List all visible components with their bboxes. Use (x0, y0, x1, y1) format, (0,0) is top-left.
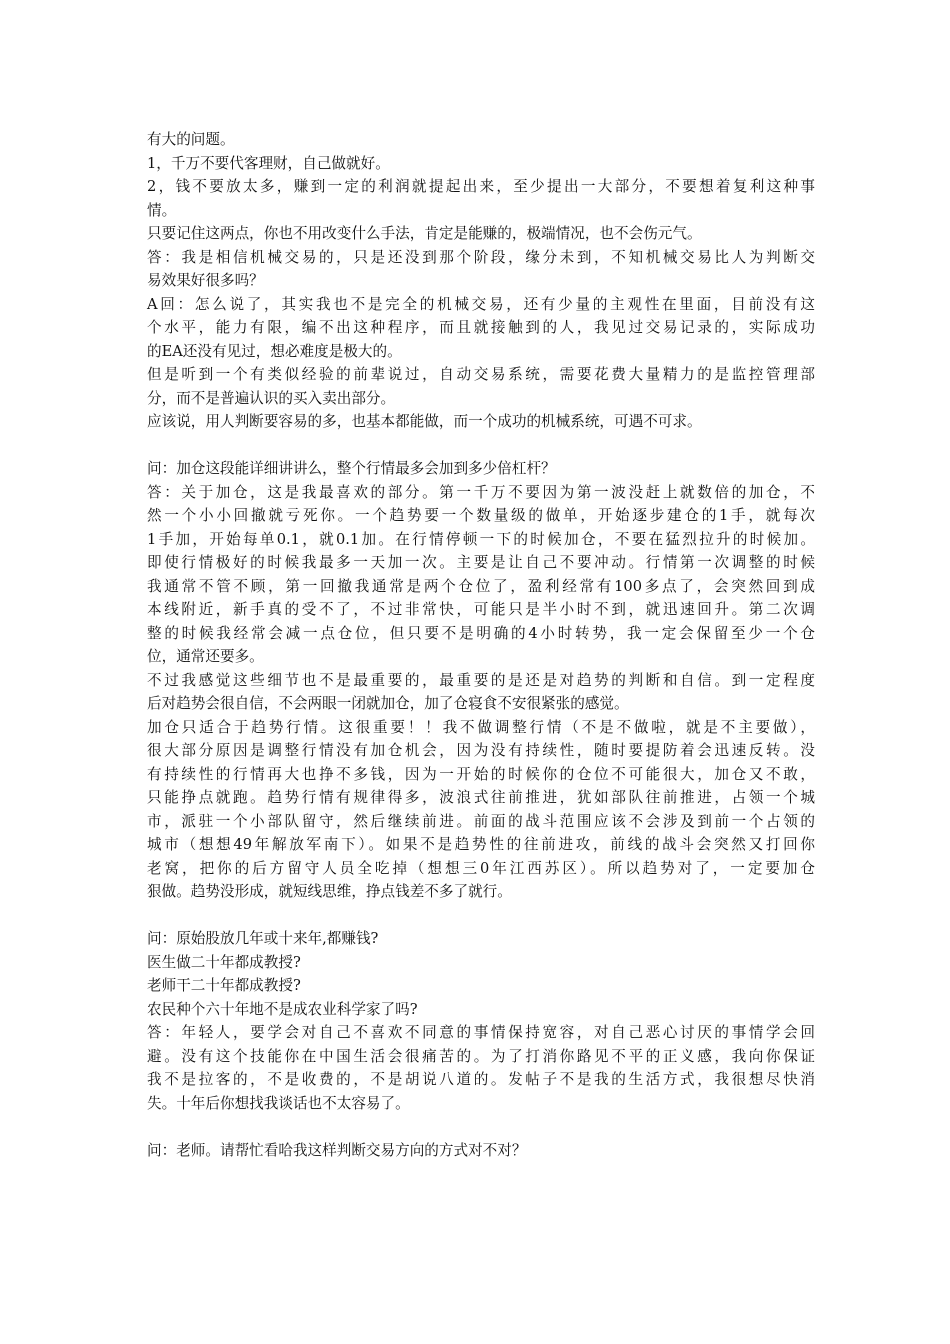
text-line: A回：怎么说了，其实我也不是完全的机械交易，还有少量的主观性在里面，目前没有这 (147, 295, 815, 313)
text-line: 情。 (147, 201, 177, 219)
text-line: 医生做二十年都成教授? (147, 953, 301, 971)
text-line: 1，千万不要代客理财，自己做就好。 (147, 154, 390, 172)
text-line: 问：加仓这段能详细讲讲么，整个行情最多会加到多少倍杠杆？ (147, 460, 556, 477)
paragraph-gap (147, 434, 815, 458)
text-line: 老师干二十年都成教授? (147, 977, 301, 994)
text-line: 应该说，用人判断要容易的多，也基本都能做，而一个成功的机械系统，可遇不可求。 (147, 413, 702, 430)
text-line: 我不是拉客的，不是收费的，不是胡说八道的。发帖子不是我的生活方式，我很想尽快消 (147, 1071, 815, 1088)
text-line: 然一个小小回撤就亏死你。一个趋势要一个数量级的做单，开始逐步建仓的1手，就每次 (147, 507, 815, 524)
paragraph-gap (147, 1115, 815, 1139)
text-line: 答：关于加仓，这是我最喜欢的部分。第一千万不要因为第一波没赶上就数倍的加仓，不 (147, 483, 815, 501)
text-line: 即使行情极好的时候我最多一天加一次。主要是让自己不要冲动。行情第一次调整的时候 (147, 554, 815, 571)
text-line: 我通常不管不顾，第一回撤我通常是两个仓位了，盈利经常有100多点了，会突然回到成 (147, 577, 815, 595)
text-line: 狠做。趋势没形成，就短线思维，挣点钱差不多了就行。 (147, 883, 512, 900)
text-line: 分，而不是普遍认识的买入卖出部分。 (147, 389, 396, 407)
section-2 (147, 457, 815, 904)
text-line: 问：老师。请帮忙看哈我这样判断交易方向的方式对不对？ (147, 1141, 527, 1159)
text-line: 很大部分原因是调整行情没有加仓机会，因为没有持续性，随时要提防着会迅速反转。没 (147, 742, 815, 759)
text-line: 加仓只适合于趋势行情。这很重要！！我不做调整行情（不是不做啦，就是不主要做）， (147, 718, 815, 736)
text-line: 只要记住这两点，你也不用改变什么手法，肯定是能赚的，极端情况，也不会伤元气。 (147, 225, 702, 242)
text-line: 只能挣点就跑。趋势行情有规律得多，波浪式往前推进，犹如部队往前推进，占领一个城 (147, 789, 815, 806)
text-line: 的EA还没有见过，想必难度是极大的。 (147, 342, 402, 360)
text-line: 1手加，开始每单0.1，就0.1加。在行情停顿一下的时候加仓，不要在猛烈拉升的时候加。 (147, 530, 815, 548)
text-line: 有持续性的行情再大也挣不多钱，因为一开始的时候你的仓位不可能很大，加仓又不敢， (147, 765, 815, 783)
section-1 (147, 128, 815, 434)
text-line: 老窝，把你的后方留守人员全吃掉（想想三0年江西苏区）。所以趋势对了，一定要加仓 (147, 859, 815, 877)
text-line: 本线附近，新手真的受不了，不过非常快，可能只是半小时不到，就迅速回升。第二次调 (147, 601, 815, 618)
text-line: 有大的问题。 (147, 131, 235, 148)
text-line: 位，通常还要多。 (147, 648, 264, 665)
text-line: 问：原始股放几年或十来年,都赚钱? (147, 930, 379, 947)
text-line: 市，派驻一个小部队留守，然后继续前进。前面的战斗范围应该不会涉及到前一个占领的 (147, 812, 815, 830)
text-line: 易效果好很多吗？ (147, 272, 264, 289)
text-line: 后对趋势会很自信，不会两眼一闭就加仓，加了仓寝食不安很紧张的感觉。 (147, 695, 629, 712)
text-line: 2，钱不要放太多，赚到一定的利润就提起出来，至少提出一大部分，不要想着复利这种事 (147, 178, 815, 195)
text-line: 失。十年后你想找我谈话也不太容易了。 (147, 1094, 410, 1112)
document-page (147, 128, 815, 1162)
text-line: 避。没有这个技能你在中国生活会很痛苦的。为了打消你路见不平的正义感，我向你保证 (147, 1047, 815, 1065)
section-3 (147, 927, 815, 1115)
text-line: 答：年轻人，要学会对自己不喜欢不同意的事情保持宽容，对自己恶心讨厌的事情学会回 (147, 1024, 815, 1041)
text-line: 整的时候我经常会减一点仓位，但只要不是明确的4小时转势，我一定会保留至少一个仓 (147, 624, 815, 642)
text-line: 个水平，能力有限，编不出这种程序，而且就接触到的人，我见过交易记录的，实际成功 (147, 319, 815, 336)
text-line: 答：我是相信机械交易的，只是还没到那个阶段，缘分未到，不知机械交易比人为判断交 (147, 248, 815, 266)
text-line: 但是听到一个有类似经验的前辈说过，自动交易系统，需要花费大量精力的是监控管理部 (147, 366, 815, 383)
paragraph-gap (147, 904, 815, 928)
text-line: 农民种个六十年地不是成农业科学家了吗? (147, 1000, 418, 1018)
section-4 (147, 1139, 815, 1163)
text-line: 不过我感觉这些细节也不是最重要的，最重要的是还是对趋势的判断和自信。到一定程度 (147, 671, 815, 689)
text-line: 城市（想想49年解放军南下）。如果不是趋势性的往前进攻，前线的战斗会突然又打回你 (147, 836, 815, 853)
